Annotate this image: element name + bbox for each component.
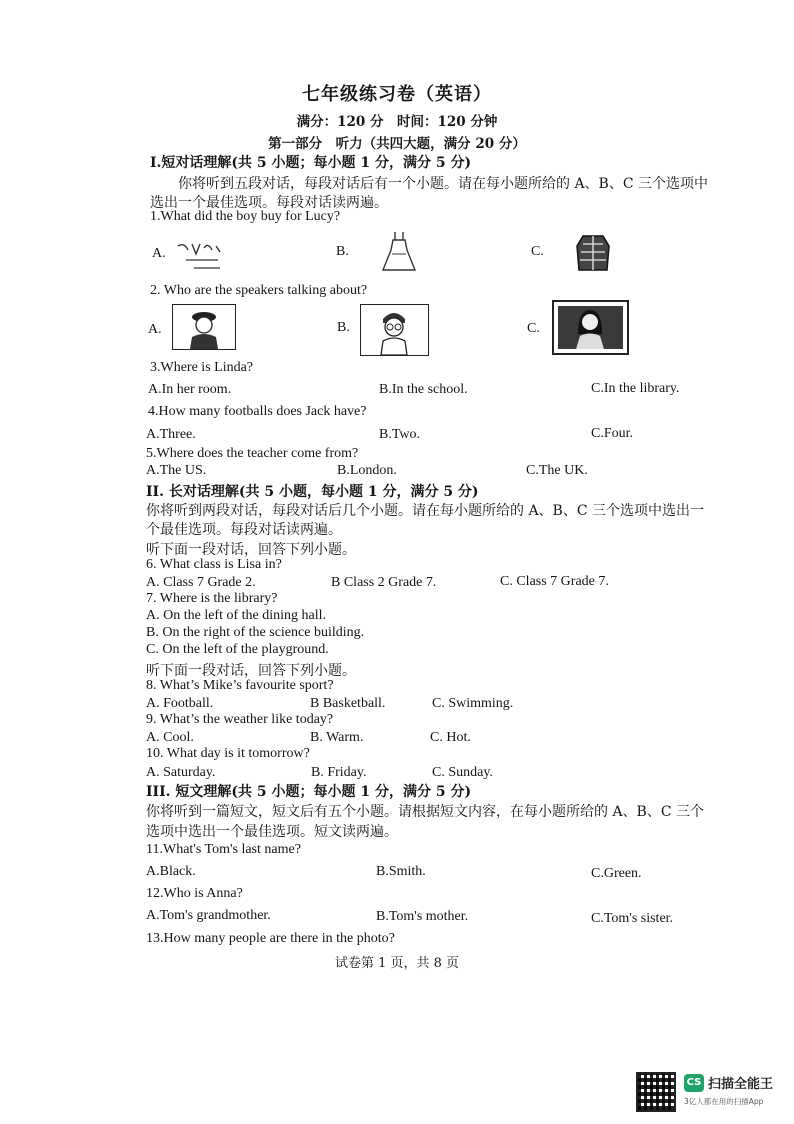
part-heading: 第一部分 听力（共四大题，满分 20 分） [268,136,526,152]
woman-teacher-icon [554,302,627,353]
q3-option-a: A.In her room. [148,382,232,397]
q5-option-a: A.The US. [146,463,207,478]
qr-code-icon [636,1072,676,1112]
q11-option-c: C.Green. [591,866,642,881]
question-7: 7. Where is the library? [146,591,278,606]
q3-option-c: C.In the library. [591,381,680,396]
question-11: 11.What's Tom's last name? [146,842,301,857]
question-1: 1.What did the boy buy for Lucy? [150,209,341,224]
q4-option-c: C.Four. [591,426,634,441]
q1-option-b-label: B. [336,244,349,259]
q10-option-c: C. Sunday. [432,765,493,780]
section-2-instructions: 你将听到两段对话，每段对话后几个小题。请在每小题所给的 A、B、C 三个选项中选出一 [146,503,705,519]
q7-option-c: C. On the left of the playground. [146,642,329,657]
man-with-glasses-icon [361,305,428,355]
section-3-heading: III. 短文理解(共 5 小题；每小题 1 分，满分 5 分) [146,784,472,800]
q12-option-c: C.Tom's sister. [591,911,674,926]
q10-option-b: B. Friday. [311,765,367,780]
dress-icon [380,230,418,274]
q6-option-b: B Class 2 Grade 7. [331,575,437,590]
q8-option-a: A. Football. [146,696,214,711]
section-1-instructions: 你将听到五段对话，每段对话后有一个小题。请在每小题所给的 A、B、C 三个选项中 [178,176,709,192]
section-1-instructions-cont: 选出一个最佳选项。每段对话读两遍。 [150,195,388,211]
q1-option-a-label: A. [152,246,166,261]
q1-option-c-label: C. [531,244,544,259]
section-2-listen-prompt-1: 听下面一段对话，回答下列小题。 [146,542,356,558]
section-1-heading: I.短对话理解(共 5 小题；每小题 1 分，满分 5 分) [150,155,472,171]
q4-option-a: A.Three. [146,427,196,442]
section-3-instructions: 你将听到一篇短文，短文后有五个小题。请根据短文内容，在每小题所给的 A、B、C 三个 [146,804,705,820]
q4-option-b: B.Two. [379,427,421,442]
question-10: 10. What day is it tomorrow? [146,746,310,761]
section-3-instructions-cont: 选项中选出一个最佳选项。短文读两遍。 [146,824,398,840]
question-2: 2. Who are the speakers talking about? [150,283,368,298]
question-12: 12.Who is Anna? [146,886,243,901]
q7-option-b: B. On the right of the science building. [146,625,365,640]
question-5: 5.Where does the teacher come from? [146,446,359,461]
section-2-instructions-cont: 个最佳选项。每段对话读两遍。 [146,522,342,538]
q10-option-a: A. Saturday. [146,765,216,780]
q2-option-c-label: C. [527,321,540,336]
question-8: 8. What’s Mike’s favourite sport? [146,678,334,693]
q6-option-c: C. Class 7 Grade 7. [500,574,609,589]
q3-option-b: B.In the school. [379,382,468,397]
policeman-icon [173,305,235,349]
exam-meta: 满分：120 分 时间：120 分钟 [296,114,498,130]
camscanner-logo-icon: CS [684,1074,704,1092]
page-number: 试卷第 1 页，共 8 页 [334,956,460,971]
q6-option-a: A. Class 7 Grade 2. [146,575,256,590]
q8-option-c: C. Swimming. [432,696,514,711]
scanner-tagline: 3亿人都在用的扫描App [684,1097,764,1106]
question-4: 4.How many footballs does Jack have? [148,404,367,419]
q5-option-b: B.London. [337,463,397,478]
jacket-icon [575,232,611,272]
page-title: 七年级练习卷（英语） [302,84,492,105]
scarf-sketch-icon [174,238,226,272]
q2-option-b-label: B. [337,320,350,335]
section-2-listen-prompt-2: 听下面一段对话，回答下列小题。 [146,663,356,679]
q9-option-c: C. Hot. [430,730,471,745]
q2-option-a-label: A. [148,322,162,337]
q9-option-a: A. Cool. [146,730,194,745]
q2-option-b-picture [360,304,429,356]
scanner-app-name: 扫描全能王 [708,1077,774,1092]
question-6: 6. What class is Lisa in? [146,557,282,572]
q12-option-a: A.Tom's grandmother. [146,908,271,923]
section-2-heading: II. 长对话理解(共 5 小题，每小题 1 分，满分 5 分) [146,484,479,500]
q11-option-a: A.Black. [146,864,196,879]
q9-option-b: B. Warm. [310,730,364,745]
q2-option-c-picture [552,300,629,355]
question-13: 13.How many people are there in the photo? [146,931,395,946]
q5-option-c: C.The UK. [526,463,588,478]
question-3: 3.Where is Linda? [150,360,254,375]
q12-option-b: B.Tom's mother. [376,909,469,924]
q8-option-b: B Basketball. [310,696,386,711]
q2-option-a-picture [172,304,236,350]
q11-option-b: B.Smith. [376,864,426,879]
q7-option-a: A. On the left of the dining hall. [146,608,327,623]
question-9: 9. What’s the weather like today? [146,712,334,727]
